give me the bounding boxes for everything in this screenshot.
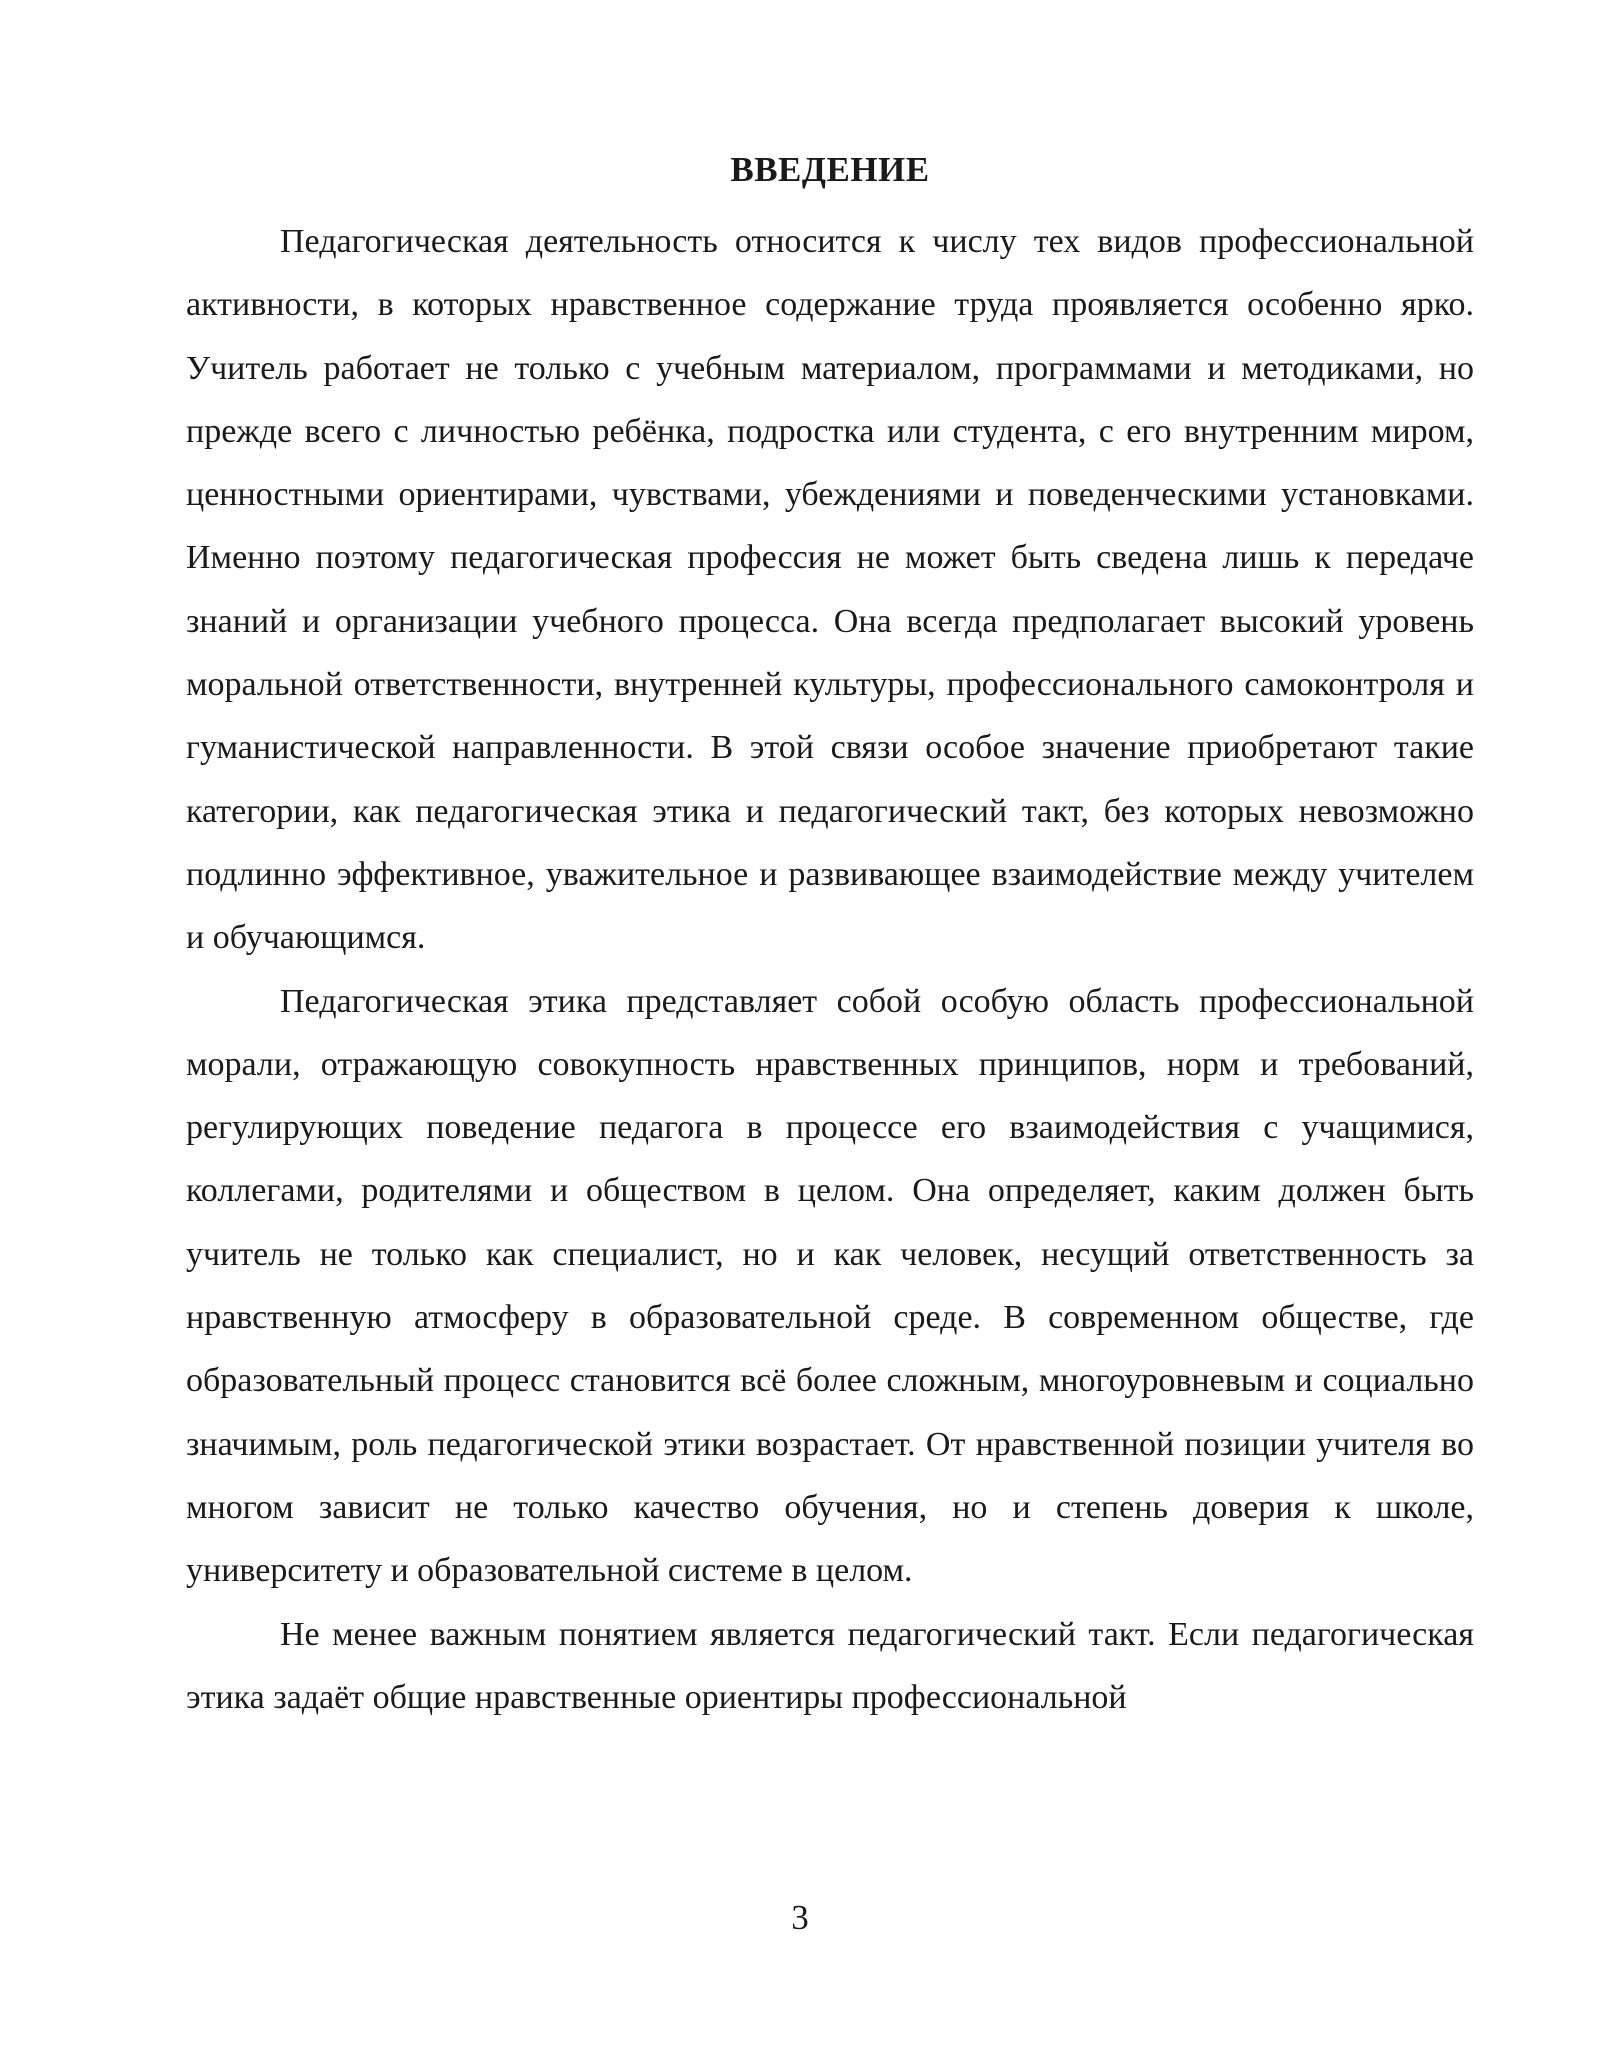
paragraph-1: Педагогическая деятельность относится к числу тех видов профессиональной активности, в которых нравственное содержание труда проявляется особенно ярко. Учитель работает не только с учебным материалом, программами и методиками, но прежде всего с личностью ребёнка, подростка или студента, с его внутренним миром, ценностными ориентирами, чувствами, убеждениями и поведенческими установками. Именно поэтому педагогическая профессия не может быть сведена лишь к передаче знаний и организации учебного процесса. Она всегда предполагает высокий уровень моральной ответственности, внутренней культуры, профессионального самоконтроля и гуманистической направленности. В этой связи особое значение приобретают такие категории, как педагогическая этика и педагогический такт, без которых невозможно подлинно эффективное, уважительное и развивающее взаимодействие между учителем и обучающимся. — [186, 223, 1474, 957]
paragraph-2: Педагогическая этика представляет собой особую область профессиональной морали, отражающую совокупность нравственных принципов, норм и требований, регулирующих поведение педагога в процессе его взаимодействия с учащимися, коллегами, родителями и обществом в целом. Она определяет, каким должен быть учитель не только как специалист, но и как человек, несущий ответственность за нравственную атмосферу в образовательной среде. В современном обществе, где образовательный процесс становится всё более сложным, многоуровневым и социально значимым, роль педагогической этики возрастает. От нравственной позиции учителя во многом зависит не только качество обучения, но и степень доверия к школе, университету и образовательной системе в целом. — [186, 982, 1474, 1590]
page-number: 3 — [791, 1898, 809, 1937]
section-heading: ВВЕДЕНИЕ — [730, 150, 930, 189]
page-content — [186, 144, 1474, 1729]
paragraph-3: Не менее важным понятием является педагогический такт. Если педагогическая этика задаёт общие нравственные ориентиры профессиональной — [186, 1615, 1474, 1716]
